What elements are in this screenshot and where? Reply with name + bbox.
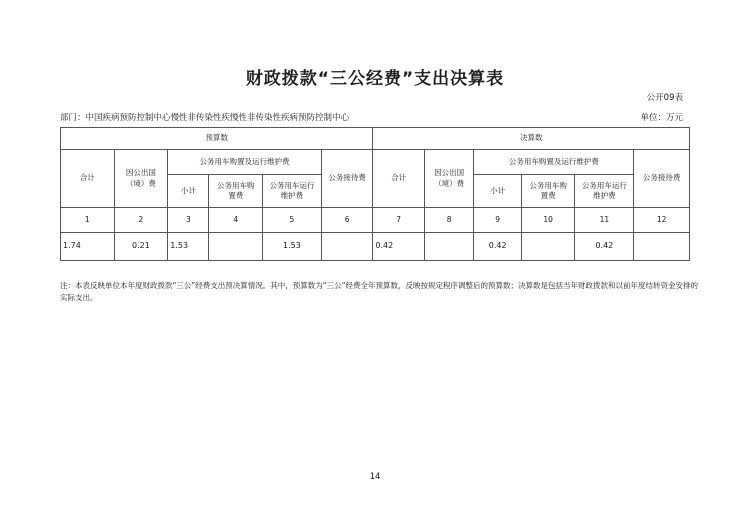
budget-group-header: 预算数 — [61, 128, 373, 150]
footnote: 注：本表反映单位本年度财政拨款“三公”经费支出预决算情况。其中，预算数为“三公”经费全年预算数，反映按规定程序调整后的预算数；决算数是包括当年财政拨款和以前年度结转资金安排的实际支出。 — [60, 281, 699, 302]
budget-reception-header: 公务接待费 — [321, 150, 373, 208]
table-title: 财政拨款“三公经费”支出决算表 — [245, 69, 505, 89]
budget-total-value: 1.74 — [61, 233, 115, 261]
budget-vehicle-group-header: 公务用车购置及运行维护费 — [168, 150, 322, 175]
final-operation-value: 0.42 — [575, 233, 634, 261]
final-subtotal-value: 0.42 — [474, 233, 521, 261]
column-index: 2 — [114, 208, 168, 233]
final-total-value: 0.42 — [373, 233, 425, 261]
final-reception-value — [634, 233, 690, 261]
budget-abroad-value: 0.21 — [114, 233, 168, 261]
expense-table — [60, 127, 690, 261]
final-abroad-value — [424, 233, 473, 261]
budget-purchase-header: 公务用车购 置费 — [209, 175, 263, 208]
final-subtotal-header: 小计 — [474, 175, 521, 208]
column-index: 8 — [424, 208, 473, 233]
budget-subtotal-header: 小计 — [168, 175, 209, 208]
final-total-header: 合计 — [373, 150, 425, 208]
column-index: 9 — [474, 208, 521, 233]
budget-total-header: 合计 — [61, 150, 115, 208]
column-index: 3 — [168, 208, 209, 233]
column-index: 5 — [263, 208, 322, 233]
form-number: 公开09表 — [646, 93, 683, 103]
budget-operation-header: 公务用车运行 维护费 — [263, 175, 322, 208]
final-purchase-header: 公务用车购 置费 — [521, 175, 575, 208]
final-purchase-value — [521, 233, 575, 261]
column-index: 6 — [321, 208, 373, 233]
page-number: 14 — [369, 472, 381, 482]
final-vehicle-group-header: 公务用车购置及运行维护费 — [474, 150, 634, 175]
column-index: 7 — [373, 208, 425, 233]
final-reception-header: 公务接待费 — [634, 150, 690, 208]
final-group-header: 决算数 — [373, 128, 690, 150]
column-index: 1 — [61, 208, 115, 233]
column-index: 12 — [634, 208, 690, 233]
column-index: 11 — [575, 208, 634, 233]
final-operation-header: 公务用车运行 维护费 — [575, 175, 634, 208]
budget-operation-value: 1.53 — [263, 233, 322, 261]
budget-purchase-value — [209, 233, 263, 261]
final-abroad-header: 因公出国 （境）费 — [424, 150, 473, 208]
column-index: 10 — [521, 208, 575, 233]
budget-subtotal-value: 1.53 — [168, 233, 209, 261]
budget-reception-value — [321, 233, 373, 261]
budget-abroad-header: 因公出国 （境）费 — [114, 150, 168, 208]
column-index: 4 — [209, 208, 263, 233]
unit-label: 单位：万元 — [640, 113, 683, 123]
department-label: 部门：中国疾病预防控制中心慢性非传染性疾慢性非传染性疾病预防控制中心 — [60, 113, 350, 123]
